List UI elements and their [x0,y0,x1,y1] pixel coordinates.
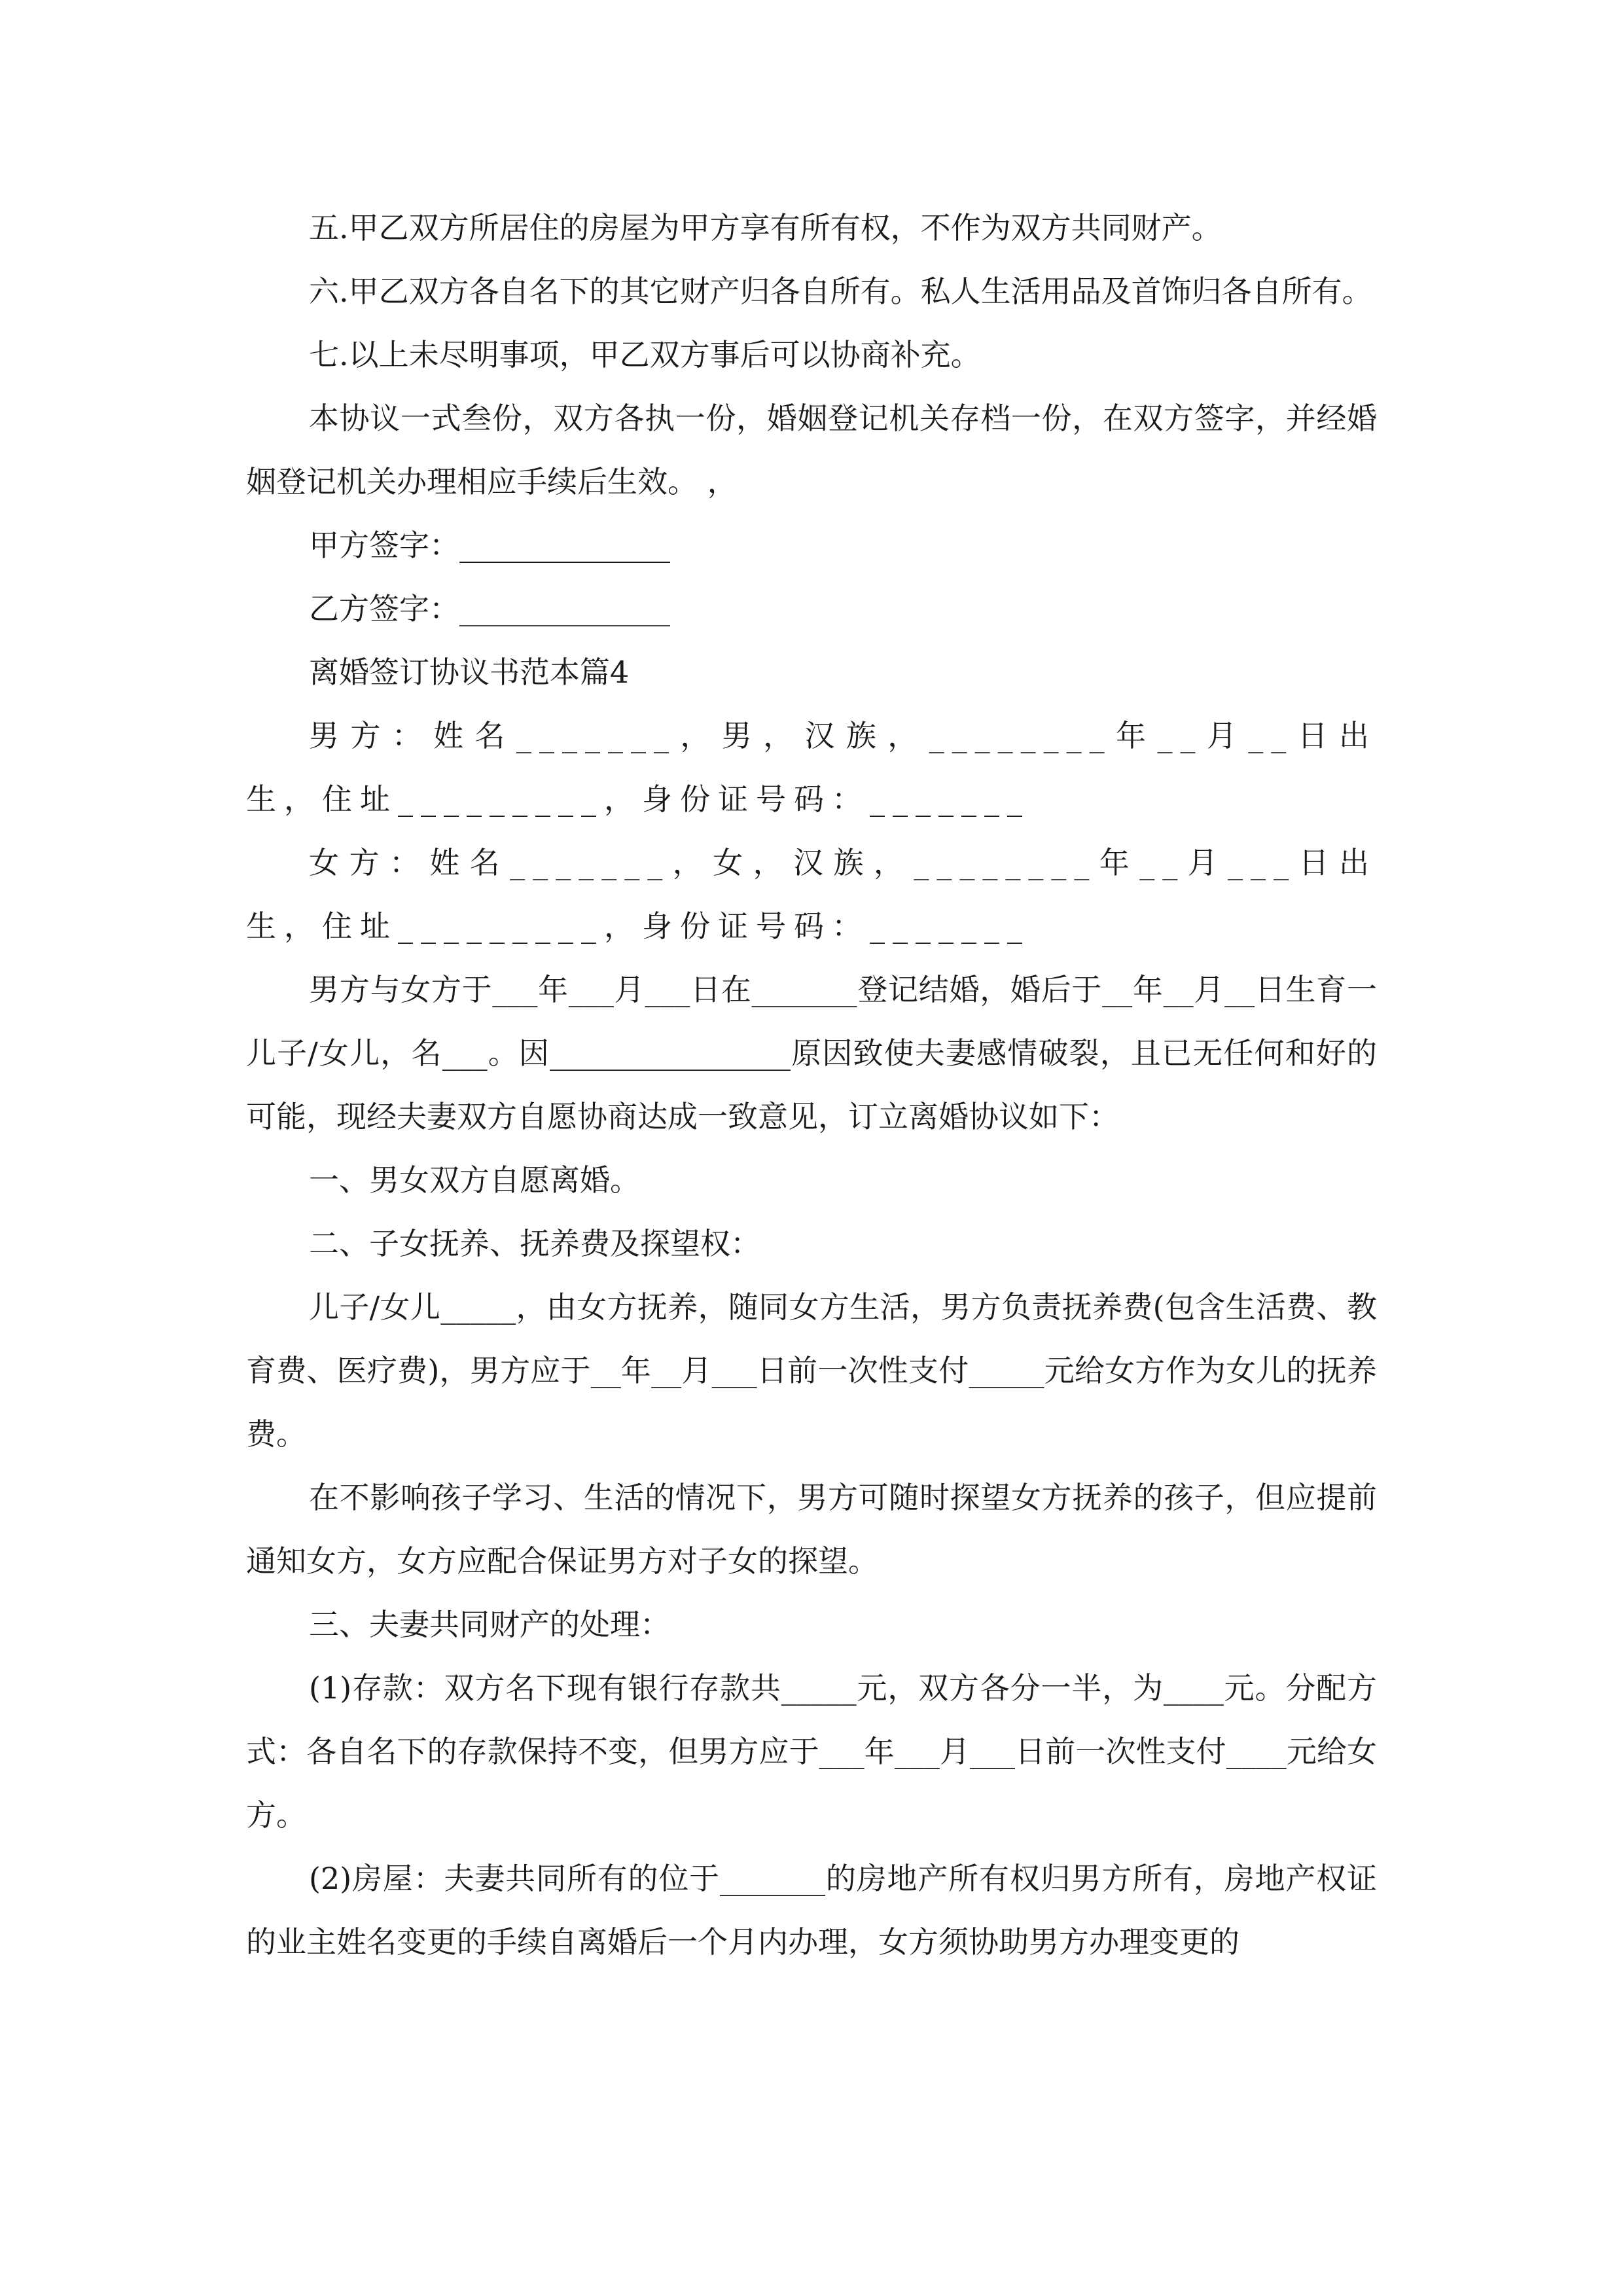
article-3: 三、夫妻共同财产的处理： [309,1607,670,1642]
housing: (2)房屋：夫妻共同所有的位于_______的房地产所有权归男方所有，房地产权证的业主姓名变更的手续自离婚后一个月内办理，女方须协助男方办理变更的 [246,1861,1377,1960]
child-custody: 儿子/女儿_____，由女方抚养，随同女方生活，男方负责抚养费(包含生活费、教育费、医疗费)，男方应于__年__月___日前一次性支付_____元给女方作为女儿的抚养费。 [246,1289,1377,1452]
clause-7: 七.以上未尽明事项，甲乙双方事后可以协商补充。 [309,337,981,372]
male-party-info: 男方：姓名_______，男，汉族，________年__月__日出生，住址_________，身份证号码：_______ [246,718,1377,817]
female-party-info: 女方：姓名_______，女，汉族，________年__月___日出生，住址_________，身份证号码：_______ [246,845,1377,944]
marriage-background: 男方与女方于___年___月___日在_______登记结婚，婚后于__年__月__日生育一儿子/女儿，名___。因________________原因致使夫妻感情破裂，且已无任何和好的可能，现经夫妻双方自愿协商达成一致意见，订立离婚协议如下： [246,972,1377,1134]
clause-5: 五.甲乙双方所居住的房屋为甲方享有所有权，不作为双方共同财产。 [309,210,1222,245]
visitation: 在不影响孩子学习、生活的情况下，男方可随时探望女方抚养的孩子，但应提前通知女方，女方应配合保证男方对子女的探望。 [246,1480,1377,1579]
copies-clause: 本协议一式叁份，双方各执一份，婚姻登记机关存档一份，在双方签字，并经婚姻登记机关办理相应手续后生效。 ， [246,401,1377,499]
clause-6: 六.甲乙双方各自名下的其它财产归各自所有。私人生活用品及首饰归各自所有。 [309,274,1372,309]
document-body [246,196,1377,1974]
party-b-signature: 乙方签字：______________ [309,591,670,626]
article-2: 二、子女抚养、抚养费及探望权： [309,1226,760,1261]
article-1: 一、男女双方自愿离婚。 [309,1162,640,1198]
party-a-signature: 甲方签字：______________ [309,528,670,563]
deposits: (1)存款：双方名下现有银行存款共_____元，双方各分一半，为____元。分配方式：各自名下的存款保持不变，但男方应于___年___月___日前一次性支付____元给女方。 [246,1670,1378,1833]
section-heading: 离婚签订协议书范本篇4 [309,655,630,690]
